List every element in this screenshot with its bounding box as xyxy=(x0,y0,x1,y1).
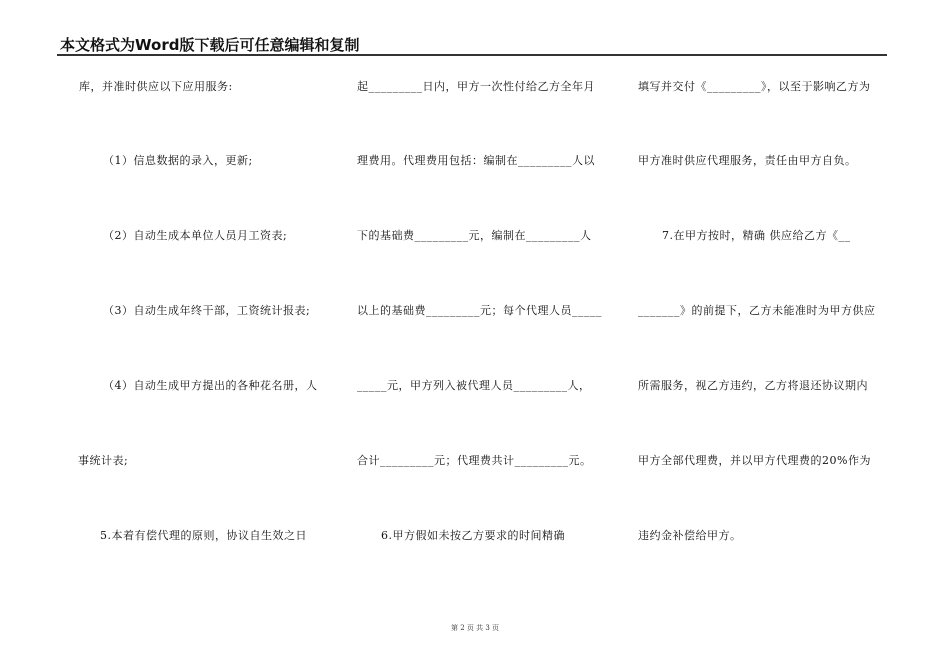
text-line: 违约金补偿给甲方。 xyxy=(638,529,742,542)
text-line: 所需服务，视乙方违约，乙方将退还协议期内 xyxy=(638,379,868,392)
text-line: 6.甲方假如未按乙方要求的时间精确 xyxy=(381,529,565,542)
text-line: （4）自动生成甲方提出的各种花名册，人 xyxy=(103,379,318,392)
text-line: 事统计表; xyxy=(78,454,129,467)
text-line: _______》的前提下，乙方未能准时为甲方供应 xyxy=(638,304,876,317)
text-line: 7.在甲方按时，精确 供应给乙方《__ xyxy=(662,229,851,242)
text-line: _____元，甲方列入被代理人员_________人， xyxy=(357,379,591,392)
header-divider xyxy=(57,54,887,56)
text-line: 起_________日内，甲方一次性付给乙方全年月 xyxy=(357,80,595,93)
text-line: 合计_________元；代理费共计_________元。 xyxy=(357,454,592,467)
text-line: （2）自动生成本单位人员月工资表; xyxy=(103,229,288,242)
text-line: 甲方全部代理费，并以甲方代理费的20%作为 xyxy=(638,454,871,467)
text-line: 理费用。代理费用包括：编制在_________人以 xyxy=(357,154,595,167)
text-line: 5.本着有偿代理的原则，协议自生效之日 xyxy=(100,529,307,542)
text-line: 下的基础费_________元，编制在_________人 xyxy=(357,229,592,242)
text-line: 以上的基础费_________元；每个代理人员_____ xyxy=(357,304,602,317)
page-number: 第 2 页 共 3 页 xyxy=(450,624,500,632)
document-header-title: 本文格式为Word版下载后可任意编辑和复制 xyxy=(60,36,360,54)
text-line: （3）自动生成年终干部，工资统计报表; xyxy=(103,304,311,317)
text-line: 库，并准时供应以下应用服务: xyxy=(79,80,233,93)
text-line: 填写并交付《_________》，以至于影响乙方为 xyxy=(638,80,871,93)
text-line: （1）信息数据的录入，更新; xyxy=(103,154,253,167)
text-line: 甲方准时供应代理服务，责任由甲方自负。 xyxy=(638,154,857,167)
